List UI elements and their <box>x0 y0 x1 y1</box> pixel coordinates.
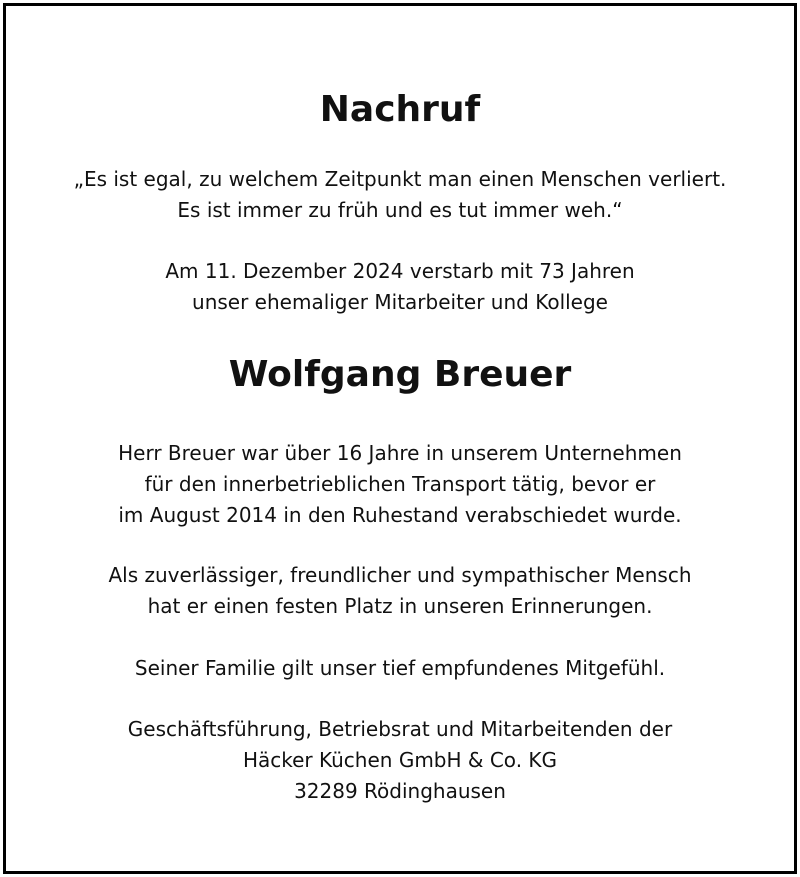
career-line: Herr Breuer war über 16 Jahre in unserem Unternehmen <box>118 441 682 465</box>
notice-border <box>3 3 797 874</box>
deceased-name: Wolfgang Breuer <box>228 354 572 395</box>
signature <box>6 714 794 807</box>
quote <box>6 164 794 226</box>
character-paragraph <box>6 560 794 622</box>
character-line: hat er einen festen Platz in unseren Erinnerungen. <box>147 594 653 618</box>
signature-company: Häcker Küchen GmbH & Co. KG <box>242 748 558 772</box>
signature-line: Geschäftsführung, Betriebsrat und Mitarbeitenden der <box>127 717 673 741</box>
quote-line: Es ist immer zu früh und es tut immer weh.“ <box>177 198 623 222</box>
sympathy-line: Seiner Familie gilt unser tief empfundenes Mitgefühl. <box>134 656 666 680</box>
quote-line: „Es ist egal, zu welchem Zeitpunkt man einen Menschen verliert. <box>73 167 727 191</box>
career-line: für den innerbetrieblichen Transport tätig, bevor er <box>144 472 656 496</box>
death-announcement <box>6 256 794 318</box>
career-line: im August 2014 in den Ruhestand verabschiedet wurde. <box>118 503 682 527</box>
obituary-notice <box>6 6 794 871</box>
notice-title: Nachruf <box>319 89 481 130</box>
career-paragraph <box>6 438 794 531</box>
signature-location: 32289 Rödinghausen <box>294 779 506 803</box>
death-announcement-line: unser ehemaliger Mitarbeiter und Kollege <box>192 290 608 314</box>
death-announcement-line: Am 11. Dezember 2024 verstarb mit 73 Jahren <box>165 259 635 283</box>
character-line: Als zuverlässiger, freundlicher und sympathischer Mensch <box>108 563 692 587</box>
